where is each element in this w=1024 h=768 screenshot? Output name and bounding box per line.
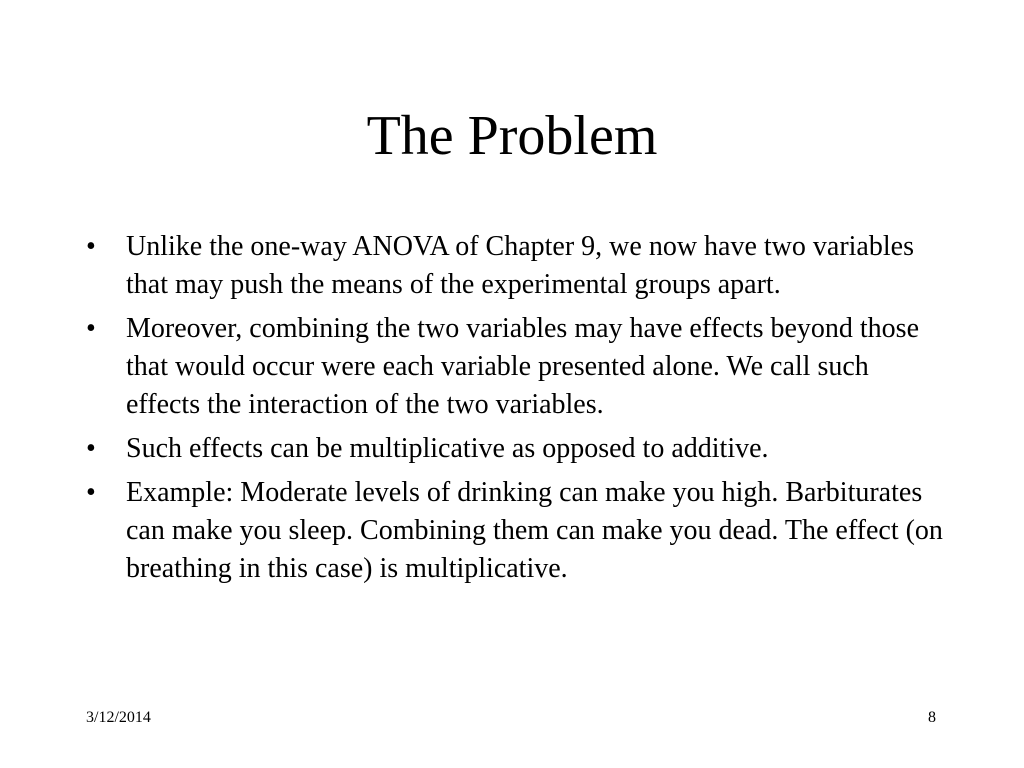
slide-title: The Problem: [366, 105, 658, 167]
bullet-item: [86, 228, 946, 304]
bullet-icon: •: [86, 313, 96, 344]
bullet-item: [86, 474, 946, 588]
bullet-icon: •: [86, 433, 96, 464]
bullet-icon: •: [86, 231, 96, 262]
bullet-text: Such effects can be multiplicative as opposed to additive.: [126, 433, 769, 464]
bullet-text: Example: Moderate levels of drinking can make you high. Barbiturates can make you sleep. Combining them can make you dead. The effect (on breathing in this case) is multiplicative.: [126, 477, 943, 584]
bullet-item: [86, 430, 946, 468]
bullet-text: Unlike the one-way ANOVA of Chapter 9, we now have two variables that may push the means of the experimental groups apart.: [126, 231, 914, 300]
bullet-icon: •: [86, 477, 96, 508]
footer-date: 3/12/2014: [86, 709, 151, 726]
bullet-text: Moreover, combining the two variables may have effects beyond those that would occur were each variable presented alone. We call such effects the interaction of the two variables.: [126, 313, 920, 420]
page-number: 8: [928, 709, 936, 726]
bullet-item: [86, 310, 946, 424]
bullet-list: [86, 228, 946, 594]
